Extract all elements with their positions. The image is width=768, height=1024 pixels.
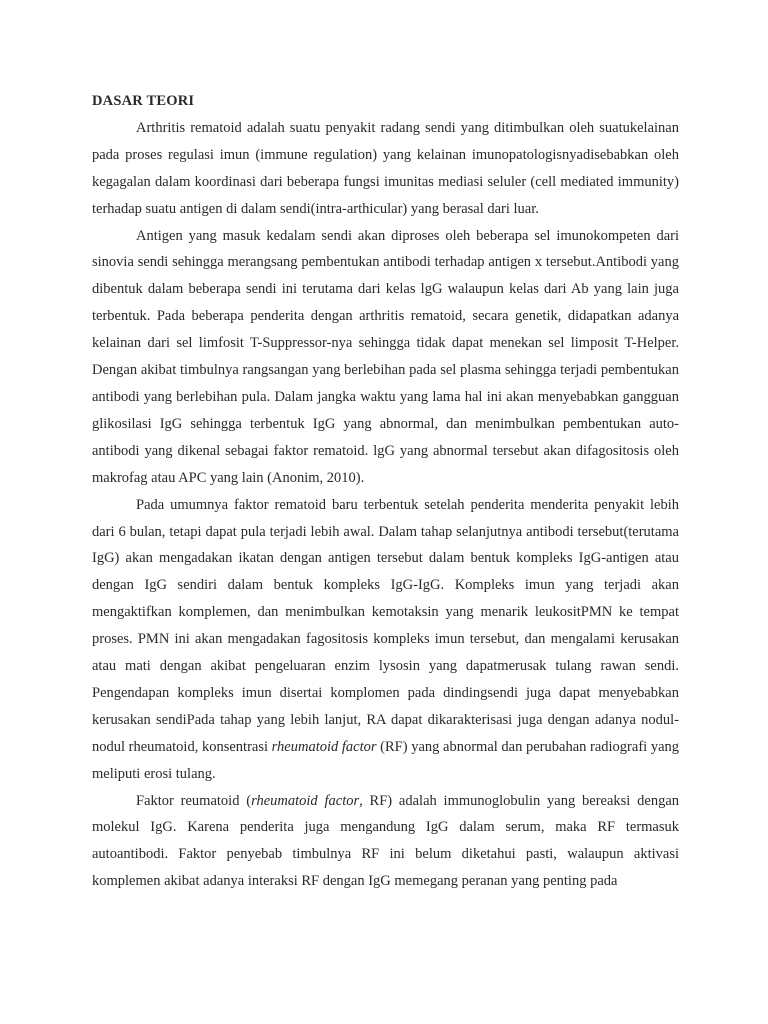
paragraph-3 (92, 492, 679, 788)
paragraph-2 (92, 223, 679, 492)
paragraph-4-text-a: Faktor reumatoid ( (136, 792, 252, 809)
paragraph-3-text-a: Pada umumnya faktor rematoid baru terbentuk setelah penderita menderita penyakit lebih dari 6 bulan, tetapi dapat pula terjadi lebih awal. Dalam tahap selanjutnya antibodi tersebut(terutama IgG) akan mengadakan ikatan dengan antigen tersebut dalam bentuk kompleks IgG-antigen atau dengan IgG sendiri dalam bentuk kompleks IgG-IgG. Kompleks imun yang terjadi akan mengaktifkan komplemen, dan menimbulkan kemotaksin yang menarik leukositPMN ke tempat proses. PMN ini akan mengadakan fagositosis kompleks imun tersebut, dan mengalami kerusakan atau mati dengan akibat pengeluaran enzim lysosin yang dapatmerusak tulang rawan sendi. Pengendapan kompleks imun disertai komplomen pada dindingsendi juga dapat menyebabkan kerusakan sendiPada tahap yang lebih lanjut, RA dapat dikarakterisasi juga dengan adanya nodul-nodul rheumatoid, konsentrasi (92, 496, 679, 755)
paragraph-3-italic-term: rheumatoid factor (271, 738, 377, 755)
paragraph-3-text-b: (RF) yang abnormal dan perubahan radiografi yang meliputi erosi tulang. (92, 738, 680, 782)
paragraph-1-text: Arthritis rematoid adalah suatu penyakit radang sendi yang ditimbulkan oleh suatukelainan pada proses regulasi imun (immune regulation) yang kelainan imunopatologisnyadisebabkan oleh kegagalan dalam koordinasi dari beberapa fungsi imunitas mediasi seluler (cell mediated immunity) terhadap suatu antigen di dalam sendi(intra-arthicular) yang berasal dari luar. (92, 119, 679, 217)
paragraph-4-italic-term: rheumatoid factor (251, 792, 360, 809)
paragraph-4-text-b: , RF) adalah immunoglobulin yang bereaksi dengan molekul IgG. Karena penderita juga mengandung IgG dalam serum, maka RF termasuk autoantibodi. Faktor penyebab timbulnya RF ini belum diketahui pasti, walaupun aktivasi komplemen akibat adanya interaksi RF dengan IgG memegang peranan yang penting pada (92, 792, 679, 890)
document-page (92, 88, 679, 895)
section-heading: DASAR TEORI (92, 93, 195, 109)
paragraph-2-text: Antigen yang masuk kedalam sendi akan diproses oleh beberapa sel imunokompeten dari sinovia sendi sehingga merangsang pembentukan antibodi terhadap antigen x tersebut.Antibodi yang dibentuk dalam beberapa sendi ini terutama dari kelas lgG walaupun kelas dari Ab yang lain juga terbentuk. Pada beberapa penderita dengan arthritis rematoid, secara genetik, didapatkan adanya kelainan dari sel limfosit T-Suppressor-nya sehingga tidak dapat menekan sel limposit T-Helper. Dengan akibat timbulnya rangsangan yang berlebihan pada sel plasma sehingga terjadi pembentukan antibodi yang berlebihan pula. Dalam jangka waktu yang lama hal ini akan menyebabkan gangguan glikosilasi IgG sehingga terbentuk IgG yang abnormal, dan menimbulkan pembentukan auto-antibodi yang dikenal sebagai faktor rematoid. lgG yang abnormal tersebut akan difagositosis oleh makrofag atau APC yang lain (Anonim, 2010). (92, 227, 679, 486)
paragraph-1 (92, 115, 679, 223)
paragraph-4 (92, 788, 679, 896)
